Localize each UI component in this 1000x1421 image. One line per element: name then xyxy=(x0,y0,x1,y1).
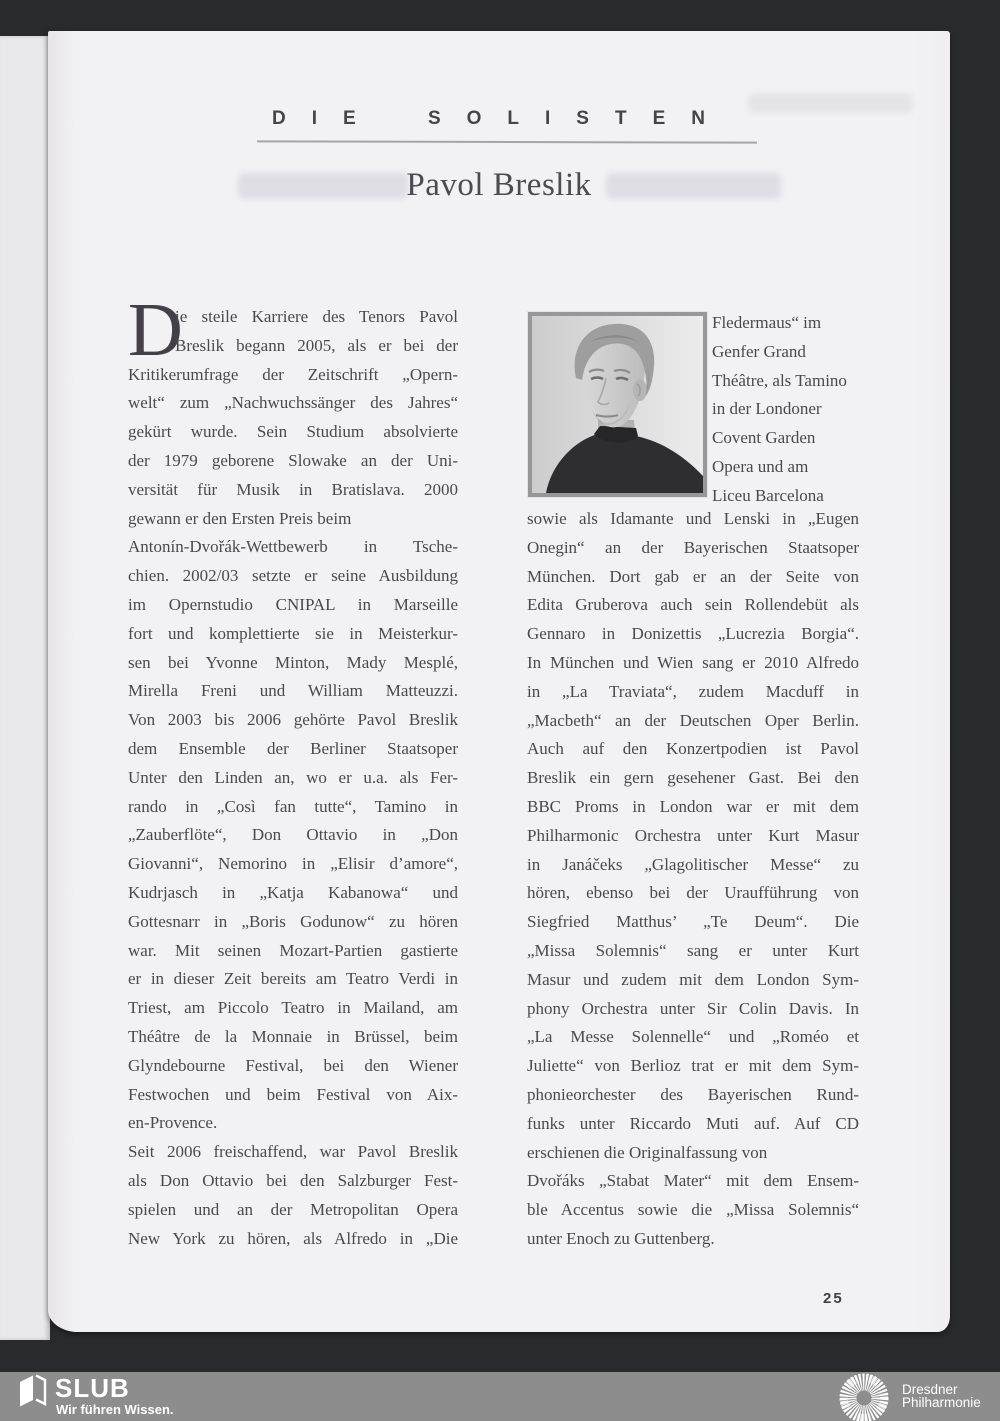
text-line: In München und Wien sang er 2010 Alfredo xyxy=(527,652,859,672)
text-line: der 1979 geborene Slowake an der Uni- xyxy=(128,450,458,470)
slub-wordmark: SLUB xyxy=(55,1373,130,1403)
portrait-illustration xyxy=(532,316,703,493)
text-line: Philharmonic Orchestra unter Kurt Masur xyxy=(527,825,859,845)
text-line: Breslik ein gern gesehener Gast. Bei den xyxy=(527,768,859,788)
book-icon xyxy=(18,1374,48,1408)
text-line: versität für Musik in Bratislava. 2000 xyxy=(128,479,458,499)
text-line: Dvořáks „Stabat Mater“ mit dem Ensem- xyxy=(527,1171,859,1191)
narrow-column-lines xyxy=(712,309,857,511)
portrait-photo xyxy=(528,312,707,497)
text-line: Triest, am Piccolo Teatro in Mailand, am xyxy=(128,998,458,1018)
underlying-page-edge xyxy=(0,36,50,1340)
text-line: in der Londoner xyxy=(712,399,822,419)
bleed-through-ghost xyxy=(748,93,913,113)
text-line: Mirella Freni und William Matteuzzi. xyxy=(128,681,458,701)
text-line: fort und komplettierte sie in Meisterkur- xyxy=(128,623,458,643)
text-line: Unter den Linden an, wo er u.a. als Fer- xyxy=(128,767,458,787)
text-line: „Macbeth“ an der Deutschen Oper Berlin. xyxy=(527,710,859,730)
text-line: Onegin“ an der Bayerischen Staatsoper xyxy=(527,537,859,557)
text-line: Théâtre de la Monnaie in Brüssel, beim xyxy=(128,1026,458,1046)
text-line: Covent Garden xyxy=(712,428,816,448)
text-line: „Missa Solemnis“ sang er unter Kurt xyxy=(527,940,859,960)
text-line: Genfer Grand xyxy=(712,341,806,361)
text-line: Théâtre, als Tamino xyxy=(712,370,847,390)
text-line: welt“ zum „Nachwuchssänger des Jahres“ xyxy=(128,393,458,413)
text-line: hören, ebenso bei der Uraufführung von xyxy=(527,883,859,903)
text-line: Kudrjasch in „Katja Kabanowa“ und xyxy=(128,882,458,902)
page-title: Pavol Breslik xyxy=(406,167,592,203)
text-line: sowie als Idamante und Lenski in „Eugen xyxy=(527,509,859,528)
text-line: er in dieser Zeit bereits am Teatro Verdi in xyxy=(128,969,458,989)
left-column-lines xyxy=(128,288,458,1253)
header-rule xyxy=(257,140,757,143)
text-line: sen bei Yvonne Minton, Mady Mesplé, xyxy=(128,652,458,672)
text-line: als Don Ottavio bei den Salzburger Fest- xyxy=(128,1170,458,1190)
text-line: Gennaro in Donizettis „Lucrezia Borgia“. xyxy=(527,624,859,644)
philharmonie-line2: Philharmonie xyxy=(902,1394,981,1410)
text-line: Masur und zudem mit dem London Sym- xyxy=(527,969,859,989)
text-line: dem Ensemble der Berliner Staatsoper xyxy=(128,738,458,758)
text-line: en-Provence. xyxy=(128,1113,218,1133)
text-line: Antonín-Dvořák-Wettbewerb in Tsche- xyxy=(128,537,458,557)
text-line: in Janáčeks „Glagolitischer Messe“ zu xyxy=(527,854,859,874)
philharmonie-line1: Dresdner xyxy=(902,1382,958,1397)
text-line: rando in „Così fan tutte“, Tamino in xyxy=(128,796,458,816)
text-line: funks unter Riccardo Muti auf. Auf CD xyxy=(527,1113,859,1133)
text-line: Edita Gruberova auch sein Rollendebüt als xyxy=(527,595,859,615)
text-line: im Opernstudio CNIPAL in Marseille xyxy=(128,594,458,614)
drop-cap: D xyxy=(128,288,183,372)
text-line: spielen und an der Metropolitan Opera xyxy=(128,1199,458,1219)
text-column-right-narrow xyxy=(712,309,857,511)
philharmonie-wordmark xyxy=(902,1384,981,1409)
text-line: unter Enoch zu Guttenberg. xyxy=(527,1228,715,1248)
text-line: Auch auf den Konzertpodien ist Pavol xyxy=(527,739,859,759)
slub-tagline: Wir führen Wissen. xyxy=(56,1402,174,1417)
text-line: erschienen die Originalfassung von xyxy=(527,1142,768,1162)
text-column-right xyxy=(527,505,859,1254)
text-line: Kritikerumfrage der Zeitschrift „Opern- xyxy=(128,364,458,384)
text-line: ble Accentus sowie die „Missa Solemnis“ xyxy=(527,1200,859,1220)
text-line: BBC Proms in London war er mit dem xyxy=(527,796,859,816)
text-line: Von 2003 bis 2006 gehörte Pavol Breslik xyxy=(128,710,458,730)
booklet-page xyxy=(48,31,950,1332)
text-line: München. Dort gab er an der Seite von xyxy=(527,566,859,586)
starburst-icon xyxy=(838,1372,890,1421)
text-line: New York zu hören, als Alfredo in „Die xyxy=(128,1228,458,1248)
text-line: Gottesnarr in „Boris Godunow“ zu hören xyxy=(128,911,458,931)
text-line: Seit 2006 freischaffend, war Pavol Breslik xyxy=(128,1142,458,1162)
text-line: Glyndebourne Festival, bei den Wiener xyxy=(128,1055,458,1075)
text-line: Liceu Barcelona xyxy=(712,485,824,505)
section-header: DIE SOLISTEN xyxy=(272,108,731,129)
text-line: ie steile Karriere des Tenors Pavol xyxy=(175,307,458,326)
text-column-left xyxy=(128,288,458,1253)
text-line: „Zauberflöte“, Don Ottavio in „Don xyxy=(128,825,458,845)
text-line: war. Mit seinen Mozart-Partien gastierte xyxy=(128,940,458,960)
text-line: Juliette“ von Berlioz trat er mit dem Sym- xyxy=(527,1056,859,1076)
right-column-lines xyxy=(527,505,859,1254)
text-line: in „La Traviata“, zudem Macduff in xyxy=(527,681,859,701)
text-line: phonieorchester des Bayerischen Rund- xyxy=(527,1084,859,1104)
text-line: Fledermaus“ im xyxy=(712,313,822,332)
footer-bar xyxy=(0,1372,1000,1421)
text-line: gekürt wurde. Sein Studium absolvierte xyxy=(128,422,458,442)
text-line: chien. 2002/03 setzte er seine Ausbildung xyxy=(128,566,458,586)
text-line: Giovanni“, Nemorino in „Elisir d’amore“, xyxy=(128,854,458,874)
text-line: Siegfried Matthus’ „Te Deum“. Die xyxy=(527,912,859,932)
text-line: „La Messe Solennelle“ und „Roméo et xyxy=(527,1027,859,1047)
text-line: Breslik begann 2005, als er bei der xyxy=(175,335,458,355)
text-line: Festwochen und beim Festival von Aix- xyxy=(128,1084,458,1104)
text-line: Opera und am xyxy=(712,456,809,476)
text-line: gewann er den Ersten Preis beim xyxy=(128,508,352,528)
text-line: phony Orchestra unter Sir Colin Davis. In xyxy=(527,998,859,1018)
page-number: 25 xyxy=(823,1290,844,1307)
